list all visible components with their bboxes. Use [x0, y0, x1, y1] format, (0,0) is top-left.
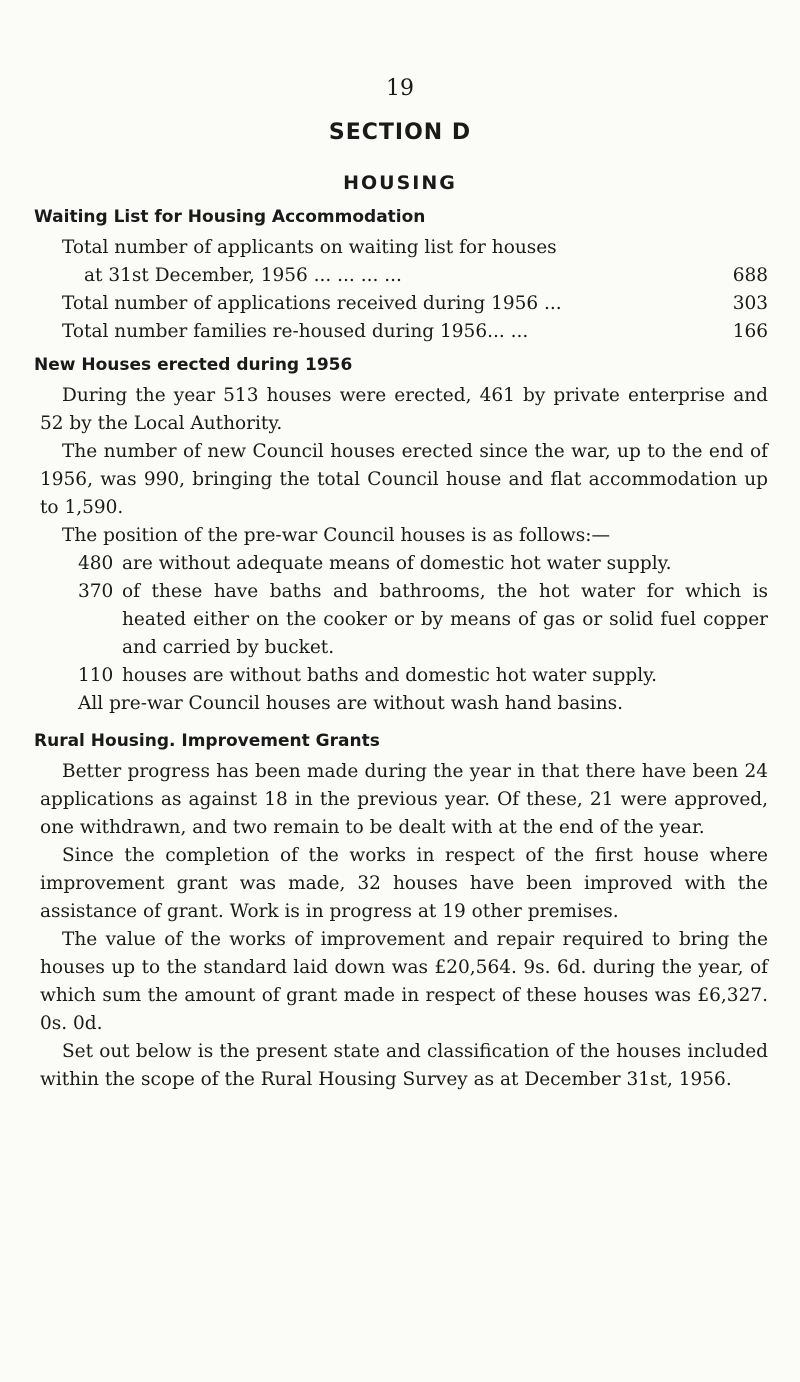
paragraph: The position of the pre-war Council houses is as follows:— [62, 525, 610, 546]
waiting-row-value: 688 [732, 265, 768, 286]
paragraph: The number of new Council houses erected since the war, up to the end of 1956, was 990, bringing the total Council house and flat accommodation up to 1,590. [40, 441, 768, 518]
list-item-number: 480 [78, 553, 114, 574]
waiting-row-label: Total number of applicants on waiting list for houses [62, 237, 557, 258]
waiting-row-label: Total number of applications received during 1956 ... [62, 293, 562, 314]
section-title: SECTION D [328, 120, 472, 145]
paragraph: The value of the works of improvement and repair required to bring the houses up to the standard laid down was £20,564. 9s. 6d. during the year, of which sum the amount of grant made in respect of these houses was £6,327. 0s. 0d. [40, 929, 768, 1034]
page-number: 19 [386, 76, 414, 101]
waiting-row-rehoused [40, 318, 768, 346]
document-body [34, 202, 768, 1094]
new-houses-heading: New Houses erected during 1956 [34, 355, 353, 375]
waiting-row-applicants [40, 234, 768, 290]
list-item [78, 550, 768, 578]
list-item-text: houses are without baths and domestic hot water supply. [122, 665, 658, 686]
paragraph: Better progress has been made during the year in that there have been 24 applications as against 18 in the previous year. Of these, 21 were approved, one withdrawn, and two remain to be dealt with at the end of the year. [40, 761, 768, 838]
waiting-list [40, 234, 768, 346]
list-item-number: 110 [78, 665, 114, 686]
list-item-number: 370 [78, 581, 114, 602]
waiting-list-heading: Waiting List for Housing Accommodation [34, 207, 426, 227]
list-item [78, 662, 768, 690]
waiting-row-value: 166 [732, 321, 768, 342]
waiting-row-label: at 31st December, 1956 ... ... ... ... [84, 265, 402, 286]
waiting-row-value: 303 [732, 293, 768, 314]
rural-housing-heading: Rural Housing. Improvement Grants [34, 731, 380, 751]
paragraph: Since the completion of the works in respect of the first house where improvement grant was made, 32 houses have been improved with the assistance of grant. Work is in progress at 19 other premises. [40, 845, 768, 922]
housing-title: HOUSING [343, 172, 457, 194]
waiting-row-applications [40, 290, 768, 318]
waiting-row-label: Total number families re-housed during 1956... ... [62, 321, 529, 342]
list-item [78, 578, 768, 662]
paragraph: During the year 513 houses were erected, 461 by private enterprise and 52 by the Local Authority. [40, 385, 768, 434]
closing-statement: All pre-war Council houses are without wash hand basins. [78, 693, 624, 714]
list-item-text: of these have baths and bathrooms, the hot water for which is heated either on the cooker or by means of gas or solid fuel copper and carried by bucket. [122, 581, 768, 658]
paragraph: Set out below is the present state and classification of the houses included within the scope of the Rural Housing Survey as at December 31st, 1956. [40, 1041, 768, 1090]
list-item-text: are without adequate means of domestic hot water supply. [122, 553, 672, 574]
